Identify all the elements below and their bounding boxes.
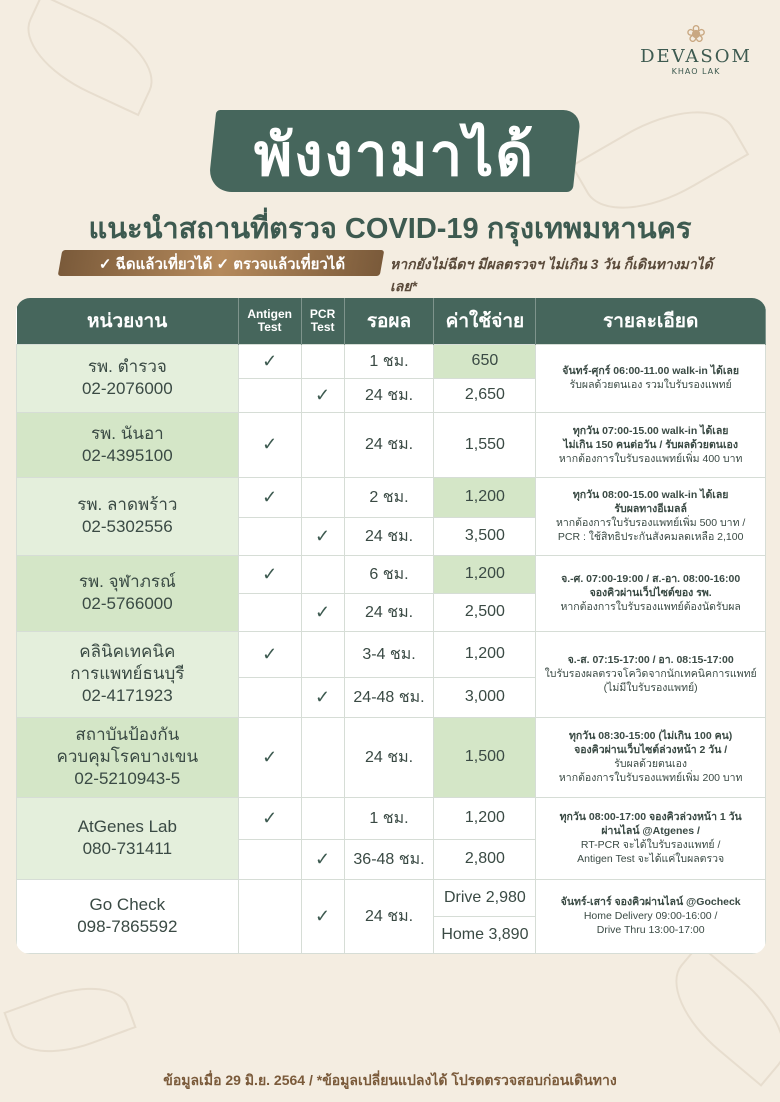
- wait-cell: 24 ชม.: [344, 412, 434, 477]
- decor-leaf: [654, 943, 780, 1087]
- cost-cell: 2,800: [434, 839, 536, 879]
- page-subtitle: แนะนำสถานที่ตรวจ COVID-19 กรุงเทพมหานคร: [88, 213, 692, 245]
- detail-cell: [536, 477, 766, 555]
- header-antigen: Antigen Test: [238, 298, 301, 344]
- cost-cell: 1,200: [434, 631, 536, 677]
- antigen-check: [238, 555, 301, 593]
- detail-cell: [536, 797, 766, 879]
- table-header: [17, 298, 766, 344]
- pcr-check: [301, 378, 344, 412]
- table-row: [17, 344, 766, 378]
- org-phone: 02-4171923: [81, 686, 173, 705]
- detail-line: ผ่านไลน์ @Atgenes /: [601, 825, 700, 837]
- org-phone: 02-2076000: [81, 379, 173, 398]
- org-name-line2: ควบคุมโรคบางเขน: [56, 747, 199, 766]
- antigen-check: [238, 797, 301, 839]
- wait-cell: 24-48 ชม.: [344, 677, 434, 717]
- detail-line: ทุกวัน 08:00-17:00 จองคิวล่วงหน้า 1 วัน: [559, 811, 742, 823]
- org-phone: 02-5302556: [81, 517, 173, 536]
- cost-cell: Home 3,890: [434, 916, 536, 953]
- check-icon: ✓: [262, 563, 278, 584]
- org-phone: 02-5766000: [81, 594, 173, 613]
- pcr-check: [301, 677, 344, 717]
- brand-logo: [636, 22, 756, 76]
- check-icon: ✓: [262, 434, 278, 454]
- detail-line: ทุกวัน 08:00-15.00 walk-in ได้เลย: [572, 489, 729, 501]
- pcr-empty: [301, 344, 344, 378]
- check-icon: ✓: [262, 643, 278, 664]
- cost-cell: 3,000: [434, 677, 536, 717]
- detail-line: หากต้องการใบรับรองแพทย์เพิ่ม 500 บาท /: [555, 517, 746, 529]
- org-phone: 098-7865592: [77, 917, 178, 936]
- pcr-check: [301, 593, 344, 631]
- check-icon: ✓: [315, 848, 331, 869]
- org-cell: [17, 879, 239, 953]
- detail-line: รับผลด้วยตนเอง: [614, 758, 688, 770]
- tagline-text: ✓ ฉีดแล้วเที่ยวได้ ✓ ตรวจแล้วเที่ยวได้: [98, 256, 346, 273]
- wait-cell: 24 ชม.: [344, 879, 434, 953]
- check-icon: ✓: [262, 350, 278, 371]
- table-row: [17, 412, 766, 477]
- cost-cell: 1,200: [434, 555, 536, 593]
- cost-cell: 2,650: [434, 378, 536, 412]
- check-icon: ✓: [315, 525, 331, 546]
- detail-line: Antigen Test จะได้แค่ใบผลตรวจ: [577, 853, 725, 865]
- check-icon: ✓: [315, 384, 331, 405]
- pcr-empty: [301, 412, 344, 477]
- detail-line: ไม่เกิน 150 คนต่อวัน / รับผลด้วยตนเอง: [563, 438, 738, 451]
- detail-line: จ.-ส. 07:15-17:00 / อา. 08:15-17:00: [567, 654, 734, 666]
- pcr-empty: [301, 717, 344, 797]
- detail-line: PCR : ใช้สิทธิประกันสังคมลดเหลือ 2,100: [557, 531, 744, 543]
- org-name: Go Check: [89, 895, 166, 914]
- detail-line: ทุกวัน 07:00-15.00 walk-in ได้เลย: [572, 424, 729, 437]
- org-name: รพ. ลาดพร้าว: [77, 495, 178, 514]
- pcr-empty: [301, 797, 344, 839]
- detail-line: Home Delivery 09:00-16:00 /: [583, 910, 718, 922]
- org-name: รพ. นันอา: [90, 423, 164, 443]
- detail-cell: [536, 555, 766, 631]
- wait-cell: 6 ชม.: [344, 555, 434, 593]
- cost-cell: 3,500: [434, 517, 536, 555]
- org-name: สถาบันป้องกัน: [75, 725, 180, 744]
- detail-line: ใบรับรองผลตรวจโควิดจากนักเทคนิคการแพทย์: [544, 668, 757, 680]
- detail-cell: [536, 412, 766, 477]
- antigen-check: [238, 412, 301, 477]
- antigen-empty: [238, 677, 301, 717]
- antigen-empty: [238, 517, 301, 555]
- org-name: AtGenes Lab: [77, 817, 177, 836]
- pcr-empty: [301, 631, 344, 677]
- org-cell: [17, 477, 239, 555]
- wait-cell: 3-4 ชม.: [344, 631, 434, 677]
- org-cell: [17, 555, 239, 631]
- header-pcr: PCR Test: [301, 298, 344, 344]
- org-name: คลินิคเทคนิค: [79, 642, 176, 661]
- brand-sub: KHAO LAK: [671, 67, 721, 76]
- wait-cell: 24 ชม.: [344, 593, 434, 631]
- detail-cell: [536, 344, 766, 412]
- org-cell: [17, 717, 239, 797]
- page-title: พังงามาได้: [253, 123, 536, 188]
- wait-cell: 1 ชม.: [344, 797, 434, 839]
- antigen-empty: [238, 378, 301, 412]
- check-icon: ✓: [315, 686, 331, 707]
- wait-cell: 24 ชม.: [344, 378, 434, 412]
- antigen-check: [238, 631, 301, 677]
- header-wait: รอผล: [344, 298, 434, 344]
- table-row: [17, 717, 766, 797]
- pcr-empty: [301, 555, 344, 593]
- antigen-check: [238, 717, 301, 797]
- wait-cell: 2 ชม.: [344, 477, 434, 517]
- wait-cell: 36-48 ชม.: [344, 839, 434, 879]
- detail-line: หากต้องการใบรับรองแพทย์เพิ่ม 200 บาท: [558, 772, 743, 784]
- detail-line: จ.-ศ. 07:00-19:00 / ส.-อา. 08:00-16:00: [561, 573, 741, 585]
- pcr-check: [301, 517, 344, 555]
- detail-line: ทุกวัน 08:30-15:00 (ไม่เกิน 100 คน): [569, 730, 733, 742]
- cost-cell: 650: [434, 344, 536, 378]
- cost-cell: 1,550: [434, 412, 536, 477]
- antigen-empty: [238, 839, 301, 879]
- org-name: รพ. จุฬาภรณ์: [78, 572, 176, 591]
- org-phone: 080-731411: [82, 839, 173, 858]
- cost-cell: 1,200: [434, 477, 536, 517]
- detail-line: (ไม่มีใบรับรองแพทย์): [603, 682, 698, 694]
- detail-line: หากต้องการใบรับรองแพทย์ต้องนัดรับผล: [560, 601, 741, 613]
- detail-line: จองคิวผ่านเว็บไซต์ล่วงหน้า 2 วัน /: [574, 744, 728, 756]
- table-row: [17, 555, 766, 593]
- pcr-check: [301, 839, 344, 879]
- wait-cell: 24 ชม.: [344, 517, 434, 555]
- detail-line: จันทร์-ศุกร์ 06:00-11.00 walk-in ได้เลย: [562, 365, 740, 377]
- detail-line: จันทร์-เสาร์ จองคิวผ่านไลน์ @Gocheck: [560, 896, 741, 908]
- table-row: [17, 797, 766, 839]
- detail-line: RT-PCR จะได้ใบรับรองแพทย์ /: [580, 839, 721, 851]
- org-cell: [17, 631, 239, 717]
- antigen-check: [238, 477, 301, 517]
- antigen-check: [238, 344, 301, 378]
- cost-cell: 1,200: [434, 797, 536, 839]
- check-icon: ✓: [262, 746, 278, 767]
- table-row: [17, 477, 766, 517]
- wait-cell: 1 ชม.: [344, 344, 434, 378]
- detail-cell: [536, 631, 766, 717]
- header-org: หน่วยงาน: [17, 298, 239, 344]
- check-icon: ✓: [315, 601, 331, 622]
- check-icon: ✓: [262, 807, 278, 828]
- table-row: [17, 879, 766, 916]
- cost-cell: 1,500: [434, 717, 536, 797]
- brand-name: DEVASOM: [640, 46, 752, 67]
- detail-line: จองคิวผ่านเว็ปไซต์ของ รพ.: [589, 587, 712, 599]
- org-cell: [17, 412, 239, 477]
- cost-cell: 2,500: [434, 593, 536, 631]
- detail-line: Drive Thru 13:00-17:00: [596, 924, 705, 936]
- cost-cell: Drive 2,980: [434, 879, 536, 916]
- testing-sites-table: [16, 298, 766, 954]
- footer-note: ข้อมูลเมื่อ 29 มิ.ย. 2564 / *ข้อมูลเปลี่ยนแปลงได้ โปรดตรวจสอบก่อนเดินทาง: [163, 1072, 617, 1088]
- org-cell: [17, 797, 239, 879]
- org-phone: 02-5210943-5: [74, 769, 181, 788]
- detail-line: รับผลทางอีเมลล์: [614, 503, 687, 515]
- org-phone: 02-4395100: [81, 445, 173, 465]
- detail-line: รับผลด้วยตนเอง รวมใบรับรองแพทย์: [569, 379, 732, 391]
- antigen-empty: [238, 593, 301, 631]
- detail-cell: [536, 717, 766, 797]
- wait-cell: 24 ชม.: [344, 717, 434, 797]
- check-icon: ✓: [262, 486, 278, 507]
- pcr-check: [301, 879, 344, 953]
- table-row: [17, 631, 766, 677]
- pcr-empty: [301, 477, 344, 517]
- header-detail: รายละเอียด: [536, 298, 766, 344]
- check-icon: ✓: [315, 905, 331, 926]
- org-cell: [17, 344, 239, 412]
- decor-leaf: [3, 971, 136, 1068]
- lotus-icon: ❀: [685, 20, 707, 48]
- org-name: รพ. ตำรวจ: [87, 357, 167, 376]
- decor-leaf: [12, 0, 168, 116]
- header-cost: ค่าใช้จ่าย: [434, 298, 536, 344]
- travel-note: หากยังไม่ฉีดฯ มีผลตรวจฯ ไม่เกิน 3 วัน ก็เดินทางมาได้เลย*: [390, 256, 713, 294]
- detail-cell: [536, 879, 766, 953]
- org-name-line2: การแพทย์ธนบุรี: [70, 664, 185, 683]
- detail-line: หากต้องการใบรับรองแพทย์เพิ่ม 400 บาท: [558, 452, 743, 465]
- antigen-empty: [238, 879, 301, 953]
